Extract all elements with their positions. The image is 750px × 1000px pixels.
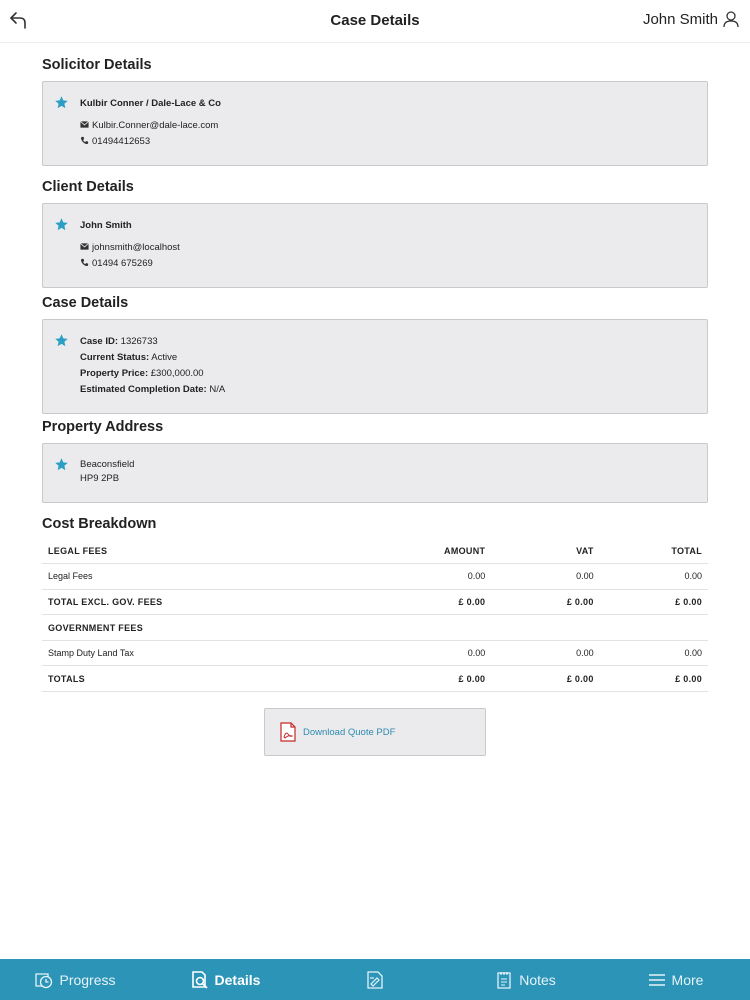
row-total: £ 0.00 (600, 666, 708, 692)
table-row (42, 666, 708, 692)
row-label: Legal Fees (42, 564, 383, 590)
phone-icon (80, 136, 89, 145)
case-status-row (80, 352, 177, 363)
row-label: Stamp Duty Land Tax (42, 640, 383, 666)
row-vat: £ 0.00 (491, 589, 599, 615)
property-price-row (80, 368, 204, 379)
email-icon (80, 242, 89, 251)
tab-more[interactable] (600, 959, 750, 1000)
page-title: Case Details (330, 12, 420, 29)
solicitor-email-row[interactable] (80, 120, 218, 131)
row-total: 0.00 (600, 640, 708, 666)
column-header-amount: AMOUNT (383, 538, 491, 564)
completion-date-label: Estimated Completion Date: (80, 384, 207, 395)
user-icon (722, 10, 740, 28)
tab-more-label: More (671, 971, 704, 988)
cost-section-title: Cost Breakdown (42, 516, 157, 532)
row-total: £ 0.00 (600, 589, 708, 615)
tab-notes[interactable] (450, 959, 600, 1000)
case-id-value: 1326733 (120, 336, 158, 347)
star-icon (54, 333, 69, 348)
download-quote-pdf-button[interactable] (264, 708, 486, 756)
solicitor-name: Kulbir Conner / Dale-Lace & Co (80, 98, 221, 109)
property-card (42, 443, 708, 503)
column-header-vat: VAT (491, 538, 599, 564)
pdf-file-icon (279, 722, 297, 742)
tab-progress[interactable] (0, 959, 150, 1000)
tab-notes-label: Notes (519, 971, 556, 988)
phone-icon (80, 258, 89, 267)
solicitor-phone-row[interactable] (80, 136, 150, 147)
case-status-label: Current Status: (80, 352, 150, 363)
row-amount: £ 0.00 (383, 666, 491, 692)
user-name: John Smith (642, 10, 718, 28)
table-row (42, 589, 708, 615)
case-id-row (80, 336, 158, 347)
completion-date-row (80, 384, 225, 395)
row-vat: 0.00 (491, 640, 599, 666)
row-vat (491, 615, 599, 641)
row-vat: £ 0.00 (491, 666, 599, 692)
row-label: TOTALS (42, 666, 383, 692)
tab-details[interactable] (150, 959, 300, 1000)
row-label: TOTAL EXCL. GOV. FEES (42, 589, 383, 615)
solicitor-card (42, 81, 708, 166)
case-status-value: Active (151, 352, 178, 363)
table-row (42, 564, 708, 590)
client-phone-row[interactable] (80, 258, 153, 269)
row-amount: 0.00 (383, 640, 491, 666)
row-vat: 0.00 (491, 564, 599, 590)
address-line-1: Beaconsfield (80, 459, 135, 470)
client-email: johnsmith@localhost (92, 242, 180, 253)
client-card (42, 203, 708, 288)
case-card (42, 319, 708, 414)
top-header (0, 0, 750, 43)
property-price-label: Property Price: (80, 368, 149, 379)
client-section-title: Client Details (42, 179, 134, 195)
solicitor-section-title: Solicitor Details (42, 57, 152, 73)
email-icon (80, 120, 89, 129)
document-sign-icon (365, 970, 385, 990)
address-line-2: HP9 2PB (80, 473, 120, 484)
property-price-value: £300,000.00 (150, 368, 204, 379)
table-row (42, 615, 708, 641)
column-header-legal-fees: LEGAL FEES (42, 538, 383, 564)
tab-progress-label: Progress (59, 971, 116, 988)
star-icon (54, 457, 69, 472)
case-section-title: Case Details (42, 295, 129, 311)
row-amount (383, 615, 491, 641)
property-section-title: Property Address (42, 419, 164, 435)
star-icon (54, 95, 69, 110)
progress-clock-icon (34, 970, 54, 990)
completion-date-value: N/A (209, 384, 226, 395)
client-name: John Smith (80, 220, 132, 231)
client-email-row[interactable] (80, 242, 180, 253)
hamburger-menu-icon (647, 970, 667, 990)
table-header-row (42, 538, 708, 564)
notes-clipboard-icon (494, 970, 514, 990)
row-total (600, 615, 708, 641)
row-total: 0.00 (600, 564, 708, 590)
tab-details-label: Details (214, 971, 261, 988)
download-quote-pdf-label: Download Quote PDF (303, 726, 396, 738)
client-phone: 01494 675269 (92, 258, 153, 269)
table-row (42, 640, 708, 666)
column-header-total: TOTAL (600, 538, 708, 564)
cost-table (42, 538, 708, 692)
details-search-doc-icon (190, 970, 210, 990)
solicitor-email: Kulbir.Conner@dale-lace.com (92, 120, 219, 131)
solicitor-phone: 01494412653 (92, 136, 151, 147)
bottom-navigation (0, 959, 750, 1000)
row-amount: 0.00 (383, 564, 491, 590)
case-id-label: Case ID: (80, 336, 119, 347)
row-amount: £ 0.00 (383, 589, 491, 615)
row-label: GOVERNMENT FEES (42, 615, 383, 641)
user-menu[interactable] (643, 10, 740, 28)
tab-documents[interactable] (300, 959, 450, 1000)
star-icon (54, 217, 69, 232)
